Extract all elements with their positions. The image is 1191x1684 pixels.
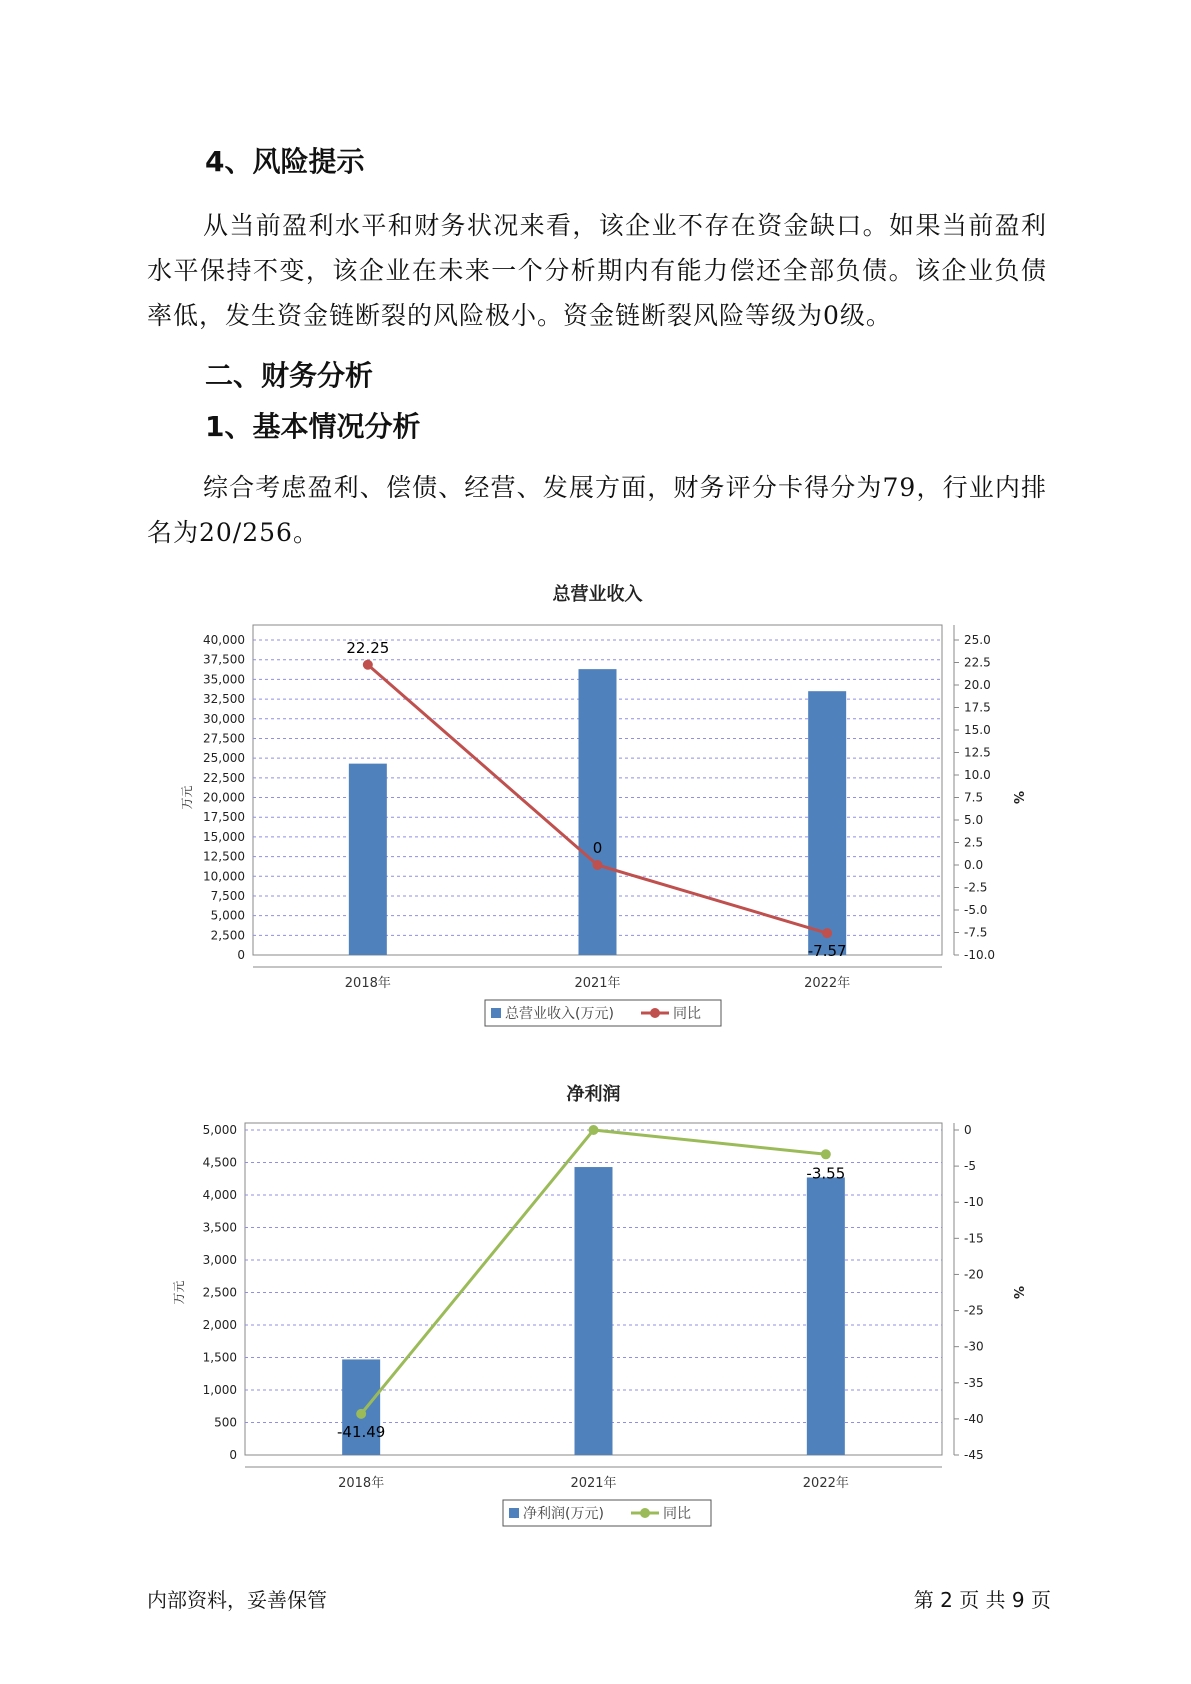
footer-left: 内部资料，妥善保管 <box>147 1588 327 1612</box>
yoy-point <box>822 928 832 938</box>
y2-tick-label: 0 <box>964 1123 972 1137</box>
y2-tick-label: 22.5 <box>964 655 991 670</box>
data-label: -7.57 <box>807 942 847 961</box>
y-axis-label: 万元 <box>180 785 194 810</box>
chart-title: 总营业收入 <box>552 584 643 605</box>
y-tick-label: 40,000 <box>203 633 245 647</box>
y2-tick-label: -2.5 <box>964 880 988 895</box>
y-tick-label: 10,000 <box>203 869 245 884</box>
y2-tick-label: 2.5 <box>964 835 984 850</box>
legend-bar-swatch <box>491 1008 501 1018</box>
basic-paragraph: 综合考虑盈利、偿债、经营、发展方面，财务评分卡得分为79，行业内排名为20/256。 <box>147 473 1047 547</box>
y2-axis-label: % <box>1010 1285 1025 1300</box>
y-tick-label: 0 <box>237 948 245 962</box>
y2-tick-label: 15.0 <box>964 723 991 737</box>
y-tick-label: 37,500 <box>203 652 245 667</box>
y-tick-label: 27,500 <box>203 731 245 746</box>
y2-tick-label: -10.0 <box>964 948 996 962</box>
x-tick-label: 2021年 <box>574 976 621 991</box>
y2-tick-label: 10.0 <box>964 768 991 782</box>
bar-2018年 <box>349 764 387 955</box>
y2-tick-label: 25.0 <box>964 633 991 647</box>
bar-2021年 <box>575 1167 613 1455</box>
finance-heading: 二、财务分析 <box>205 359 374 392</box>
y2-tick-label: -5.0 <box>964 903 988 917</box>
y-tick-label: 5,000 <box>202 1123 237 1137</box>
y2-tick-label: 12.5 <box>964 745 991 760</box>
data-label: 22.25 <box>346 638 390 657</box>
y2-tick-label: 5.0 <box>964 813 984 827</box>
x-tick-label: 2021年 <box>570 1476 617 1491</box>
y-tick-label: 4,500 <box>202 1155 237 1170</box>
y2-axis-label: % <box>1010 790 1025 805</box>
risk-heading: 4、风险提示 <box>205 145 365 178</box>
y-axis-label: 万元 <box>172 1280 186 1305</box>
x-tick-label: 2022年 <box>804 976 851 991</box>
y-tick-label: 1,000 <box>202 1383 237 1397</box>
yoy-point <box>363 660 373 670</box>
net-profit-chart <box>0 1080 1191 1540</box>
y-tick-label: 17,500 <box>203 810 245 825</box>
y2-tick-label: -10 <box>964 1195 984 1210</box>
y-tick-label: 25,000 <box>203 751 245 766</box>
y-tick-label: 5,000 <box>210 908 245 923</box>
y2-tick-label: 17.5 <box>964 700 991 715</box>
y2-tick-label: -5 <box>964 1159 976 1174</box>
y-tick-label: 500 <box>214 1415 237 1430</box>
y-tick-label: 3,000 <box>202 1253 237 1267</box>
y-tick-label: 1,500 <box>202 1350 237 1365</box>
y-tick-label: 20,000 <box>203 790 245 805</box>
risk-paragraph: 从当前盈利水平和财务状况来看，该企业不存在资金缺口。如果当前盈利水平保持不变，该企业在未来一个分析期内有能力偿还全部负债。该企业负债率低，发生资金链断裂的风险极小。资金链断裂风险等级为0级。 <box>147 211 1047 330</box>
yoy-point <box>593 860 603 870</box>
x-tick-label: 2018年 <box>344 976 391 991</box>
footer-right: 第 2 页 共 9 页 <box>913 1588 1051 1612</box>
y-tick-label: 15,000 <box>203 829 245 844</box>
x-tick-label: 2018年 <box>338 1476 385 1491</box>
yoy-point <box>589 1125 599 1135</box>
y2-tick-label: -30 <box>964 1339 984 1354</box>
legend-line-label: 同比 <box>663 1506 691 1522</box>
bar-2022年 <box>807 1177 845 1455</box>
data-label: -41.49 <box>336 1422 386 1441</box>
y-tick-label: 32,500 <box>203 692 245 707</box>
y-tick-label: 2,000 <box>202 1318 237 1332</box>
legend-bar-label: 总营业收入(万元) <box>505 1006 614 1022</box>
y-tick-label: 0 <box>229 1448 237 1462</box>
legend-line-label: 同比 <box>673 1006 701 1022</box>
y2-tick-label: -45 <box>964 1448 984 1462</box>
basic-heading: 1、基本情况分析 <box>205 410 421 443</box>
y2-tick-label: 7.5 <box>964 790 984 805</box>
yoy-point <box>356 1409 366 1419</box>
y-tick-label: 7,500 <box>210 888 245 903</box>
data-label: -3.55 <box>806 1164 846 1183</box>
y2-tick-label: -15 <box>964 1231 984 1246</box>
y2-tick-label: -25 <box>964 1303 984 1318</box>
y-tick-label: 2,500 <box>210 928 245 943</box>
legend-bar-swatch <box>509 1508 519 1518</box>
y-tick-label: 30,000 <box>203 711 245 726</box>
data-label: 0 <box>592 839 603 857</box>
y2-tick-label: 20.0 <box>964 678 991 692</box>
legend-bar-label: 净利润(万元) <box>523 1506 604 1522</box>
bar-2021年 <box>579 669 617 955</box>
y2-tick-label: -7.5 <box>964 925 988 940</box>
bar-2022年 <box>808 691 846 955</box>
y2-tick-label: -35 <box>964 1375 984 1390</box>
y-tick-label: 4,000 <box>202 1188 237 1202</box>
legend-line-marker <box>650 1008 660 1018</box>
y-tick-label: 2,500 <box>202 1285 237 1300</box>
legend-line-marker <box>640 1508 650 1518</box>
y2-tick-label: 0.0 <box>964 858 984 872</box>
y-tick-label: 3,500 <box>202 1220 237 1235</box>
y-tick-label: 22,500 <box>203 770 245 785</box>
revenue-chart <box>0 580 1191 1040</box>
x-tick-label: 2022年 <box>802 1476 849 1491</box>
y-tick-label: 12,500 <box>203 849 245 864</box>
yoy-point <box>821 1149 831 1159</box>
chart-title: 净利润 <box>566 1084 621 1105</box>
y2-tick-label: -40 <box>964 1411 984 1426</box>
y-tick-label: 35,000 <box>203 672 245 687</box>
y2-tick-label: -20 <box>964 1267 984 1282</box>
